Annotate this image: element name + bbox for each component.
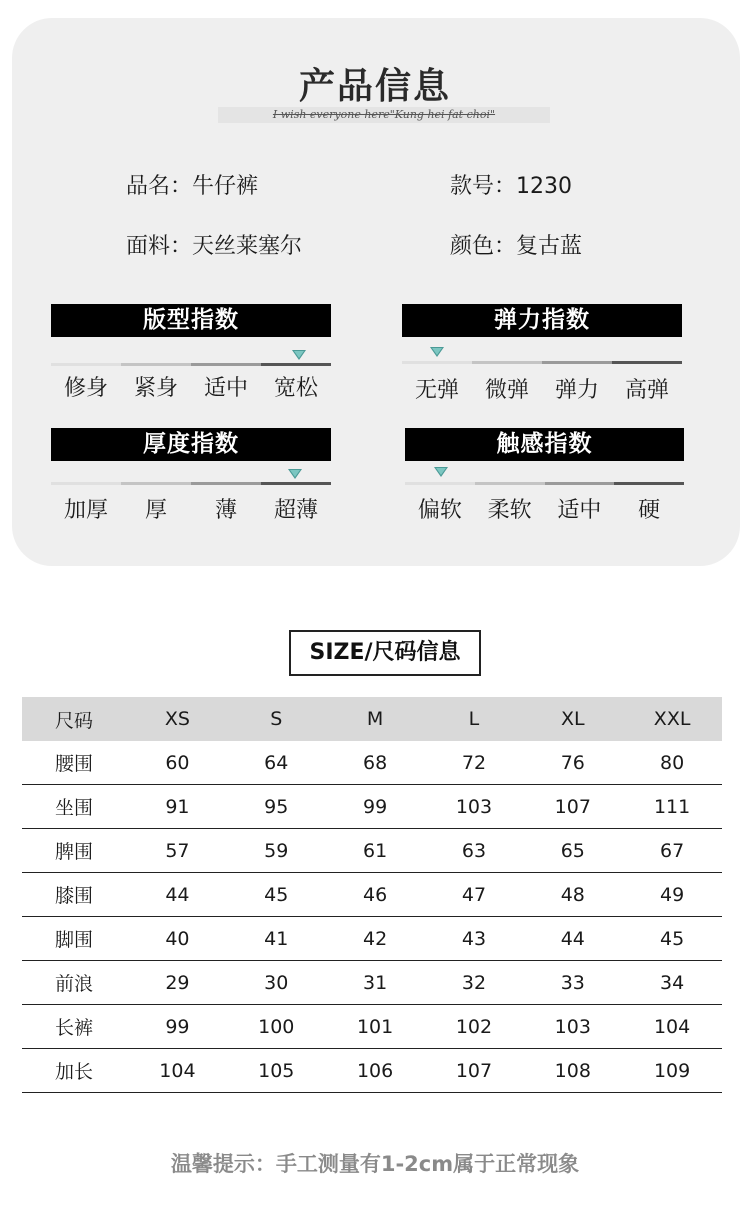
size-value-cell: 95 bbox=[227, 785, 326, 829]
size-value-cell: 68 bbox=[326, 741, 425, 785]
size-value-cell: 104 bbox=[128, 1049, 227, 1093]
table-row bbox=[22, 917, 722, 961]
scale-segment bbox=[51, 482, 121, 485]
scale-segment bbox=[614, 482, 684, 485]
product-fabric: 面料：天丝莱塞尔 bbox=[126, 234, 303, 259]
elasticity-marker-icon bbox=[430, 347, 444, 357]
measurement-name-cell: 长裤 bbox=[22, 1005, 128, 1049]
elasticity-scale-bar bbox=[402, 361, 682, 364]
size-value-cell: 61 bbox=[326, 829, 425, 873]
touch-option: 偏软 bbox=[417, 498, 462, 523]
thickness-option: 厚 bbox=[144, 498, 167, 523]
size-header-cell: XS bbox=[128, 697, 227, 741]
size-value-cell: 47 bbox=[425, 873, 524, 917]
fit-marker-icon bbox=[292, 350, 306, 360]
size-value-cell: 103 bbox=[523, 1005, 622, 1049]
size-value-cell: 108 bbox=[523, 1049, 622, 1093]
size-header-cell: XXL bbox=[622, 697, 722, 741]
size-value-cell: 72 bbox=[425, 741, 524, 785]
fit-index-title: 版型指数 bbox=[51, 304, 331, 337]
measurement-name-cell: 坐围 bbox=[22, 785, 128, 829]
table-row bbox=[22, 873, 722, 917]
size-value-cell: 40 bbox=[128, 917, 227, 961]
size-value-cell: 60 bbox=[128, 741, 227, 785]
size-value-cell: 29 bbox=[128, 961, 227, 1005]
scale-segment bbox=[121, 482, 191, 485]
elasticity-option: 无弹 bbox=[414, 378, 459, 403]
scale-segment bbox=[191, 363, 261, 366]
table-row bbox=[22, 741, 722, 785]
size-value-cell: 100 bbox=[227, 1005, 326, 1049]
size-header-cell: 尺码 bbox=[22, 697, 128, 741]
product-color: 颜色：复古蓝 bbox=[450, 234, 583, 259]
size-value-cell: 104 bbox=[622, 1005, 722, 1049]
table-row bbox=[22, 961, 722, 1005]
scale-segment bbox=[121, 363, 191, 366]
size-value-cell: 76 bbox=[523, 741, 622, 785]
thickness-scale-bar bbox=[51, 482, 331, 485]
fit-option: 修身 bbox=[63, 376, 108, 401]
size-value-cell: 44 bbox=[128, 873, 227, 917]
product-name: 品名：牛仔裤 bbox=[126, 174, 259, 199]
size-header-cell: L bbox=[425, 697, 524, 741]
subtitle: I wish everyone here"Kung hei fat choi" bbox=[218, 107, 550, 123]
size-value-cell: 43 bbox=[425, 917, 524, 961]
fit-scale-bar bbox=[51, 363, 331, 366]
touch-option: 适中 bbox=[557, 498, 602, 523]
measurement-note: 温馨提示：手工测量有1-2cm属于正常现象 bbox=[170, 1152, 580, 1176]
size-value-cell: 33 bbox=[523, 961, 622, 1005]
size-value-cell: 109 bbox=[622, 1049, 722, 1093]
measurement-name-cell: 腰围 bbox=[22, 741, 128, 785]
size-header-cell: XL bbox=[523, 697, 622, 741]
table-row bbox=[22, 1049, 722, 1093]
size-value-cell: 48 bbox=[523, 873, 622, 917]
size-value-cell: 65 bbox=[523, 829, 622, 873]
touch-index-title: 触感指数 bbox=[405, 428, 684, 461]
size-value-cell: 107 bbox=[425, 1049, 524, 1093]
size-value-cell: 44 bbox=[523, 917, 622, 961]
thickness-scale-labels bbox=[51, 493, 331, 524]
size-value-cell: 42 bbox=[326, 917, 425, 961]
scale-segment bbox=[405, 482, 475, 485]
scale-segment bbox=[261, 482, 331, 485]
thickness-option: 加厚 bbox=[63, 498, 108, 523]
measurement-name-cell: 前浪 bbox=[22, 961, 128, 1005]
size-table bbox=[22, 697, 722, 1093]
size-value-cell: 31 bbox=[326, 961, 425, 1005]
size-value-cell: 102 bbox=[425, 1005, 524, 1049]
scale-segment bbox=[545, 482, 615, 485]
touch-option: 柔软 bbox=[487, 498, 532, 523]
scale-segment bbox=[402, 361, 472, 364]
table-row bbox=[22, 785, 722, 829]
size-value-cell: 45 bbox=[622, 917, 722, 961]
scale-segment bbox=[612, 361, 682, 364]
elasticity-option: 高弹 bbox=[624, 378, 669, 403]
size-value-cell: 101 bbox=[326, 1005, 425, 1049]
scale-segment bbox=[51, 363, 121, 366]
size-value-cell: 99 bbox=[326, 785, 425, 829]
scale-segment bbox=[261, 363, 331, 366]
size-value-cell: 80 bbox=[622, 741, 722, 785]
touch-option: 硬 bbox=[638, 498, 661, 523]
fit-option: 适中 bbox=[203, 376, 248, 401]
scale-segment bbox=[542, 361, 612, 364]
elasticity-option: 弹力 bbox=[554, 378, 599, 403]
size-value-cell: 111 bbox=[622, 785, 722, 829]
table-row bbox=[22, 829, 722, 873]
thickness-option: 薄 bbox=[214, 498, 237, 523]
size-value-cell: 49 bbox=[622, 873, 722, 917]
page-title: 产品信息 bbox=[298, 66, 451, 107]
table-row bbox=[22, 1005, 722, 1049]
fit-scale-labels bbox=[51, 371, 331, 402]
thickness-index-title: 厚度指数 bbox=[51, 428, 331, 461]
size-table-header bbox=[22, 697, 722, 741]
fit-option: 紧身 bbox=[133, 376, 178, 401]
elasticity-scale-labels bbox=[402, 373, 682, 404]
size-value-cell: 103 bbox=[425, 785, 524, 829]
elasticity-option: 微弹 bbox=[484, 378, 529, 403]
size-value-cell: 63 bbox=[425, 829, 524, 873]
thickness-marker-icon bbox=[288, 469, 302, 479]
elasticity-index-title: 弹力指数 bbox=[402, 304, 682, 337]
product-model: 款号：1230 bbox=[450, 174, 572, 199]
measurement-name-cell: 加长 bbox=[22, 1049, 128, 1093]
touch-scale-bar bbox=[405, 482, 684, 485]
size-section-title: SIZE/尺码信息 bbox=[289, 630, 481, 676]
size-value-cell: 34 bbox=[622, 961, 722, 1005]
size-value-cell: 30 bbox=[227, 961, 326, 1005]
scale-segment bbox=[191, 482, 261, 485]
size-value-cell: 45 bbox=[227, 873, 326, 917]
size-header-cell: M bbox=[326, 697, 425, 741]
size-value-cell: 106 bbox=[326, 1049, 425, 1093]
scale-segment bbox=[475, 482, 545, 485]
size-value-cell: 41 bbox=[227, 917, 326, 961]
size-value-cell: 91 bbox=[128, 785, 227, 829]
measurement-name-cell: 脾围 bbox=[22, 829, 128, 873]
touch-scale-labels bbox=[405, 493, 684, 524]
touch-marker-icon bbox=[434, 467, 448, 477]
size-value-cell: 67 bbox=[622, 829, 722, 873]
size-value-cell: 64 bbox=[227, 741, 326, 785]
size-value-cell: 32 bbox=[425, 961, 524, 1005]
size-header-cell: S bbox=[227, 697, 326, 741]
measurement-name-cell: 膝围 bbox=[22, 873, 128, 917]
measurement-name-cell: 脚围 bbox=[22, 917, 128, 961]
size-value-cell: 46 bbox=[326, 873, 425, 917]
fit-option: 宽松 bbox=[273, 376, 318, 401]
size-value-cell: 57 bbox=[128, 829, 227, 873]
thickness-option: 超薄 bbox=[273, 498, 318, 523]
size-value-cell: 105 bbox=[227, 1049, 326, 1093]
size-value-cell: 59 bbox=[227, 829, 326, 873]
scale-segment bbox=[472, 361, 542, 364]
size-value-cell: 107 bbox=[523, 785, 622, 829]
size-value-cell: 99 bbox=[128, 1005, 227, 1049]
